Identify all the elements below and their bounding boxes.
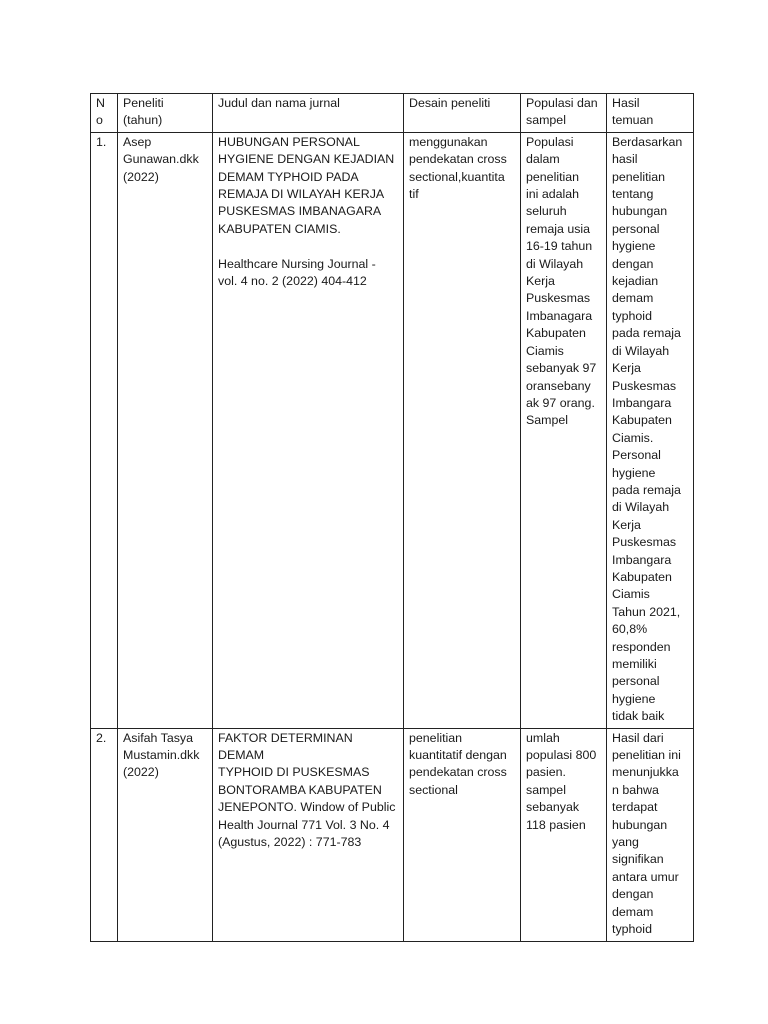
cell-judul: HUBUNGAN PERSONAL HYGIENE DENGAN KEJADIAN DEMAM TYPHOID PADA REMAJA DI WILAYAH KERJA PUSKESMAS IMBANAGARA KABUPATEN CIAMIS. Healthcare Nursing Journal - vol. 4 no. 2 (2022) 404-412	[213, 132, 404, 728]
header-populasi: Populasi dan sampel	[521, 94, 607, 133]
cell-judul: FAKTOR DETERMINAN DEMAM TYPHOID DI PUSKESMAS BONTORAMBA KABUPATEN JENEPONTO. Window of Public Health Journal 771 Vol. 3 No. 4 (Agustus, 2022) : 771-783	[213, 728, 404, 941]
table-row	[91, 728, 694, 941]
header-hasil: Hasil temuan	[607, 94, 694, 133]
cell-hasil: Hasil dari penelitian ini menunjukka n bahwa terdapat hubungan yang signifikan antara umur dengan demam typhoid	[607, 728, 694, 941]
cell-desain: menggunakan pendekatan cross sectional,kuantita tif	[404, 132, 521, 728]
header-desain: Desain peneliti	[404, 94, 521, 133]
cell-peneliti: Asep Gunawan.dkk (2022)	[118, 132, 213, 728]
cell-populasi: Populasi dalam penelitian ini adalah seluruh remaja usia 16-19 tahun di Wilayah Kerja Puskesmas Imbanagara Kabupaten Ciamis sebanyak 97 oransebany ak 97 orang. Sampel	[521, 132, 607, 728]
cell-peneliti: Asifah Tasya Mustamin.dkk (2022)	[118, 728, 213, 941]
cell-no: 2.	[91, 728, 118, 941]
table-header-row	[91, 94, 694, 133]
cell-desain: penelitian kuantitatif dengan pendekatan cross sectional	[404, 728, 521, 941]
literature-review-table	[90, 93, 694, 942]
header-peneliti: Peneliti (tahun)	[118, 94, 213, 133]
cell-populasi: umlah populasi 800 pasien. sampel sebanyak 118 pasien	[521, 728, 607, 941]
cell-hasil: Berdasarkan hasil penelitian tentang hubungan personal hygiene dengan kejadian demam typhoid pada remaja di Wilayah Kerja Puskesmas Imbangara Kabupaten Ciamis. Personal hygiene pada remaja di Wilayah Kerja Puskesmas Imbangara Kabupaten Ciamis Tahun 2021, 60,8% responden memiliki personal hygiene tidak baik	[607, 132, 694, 728]
cell-no: 1.	[91, 132, 118, 728]
table-row	[91, 132, 694, 728]
header-judul: Judul dan nama jurnal	[213, 94, 404, 133]
header-no: N o	[91, 94, 118, 133]
